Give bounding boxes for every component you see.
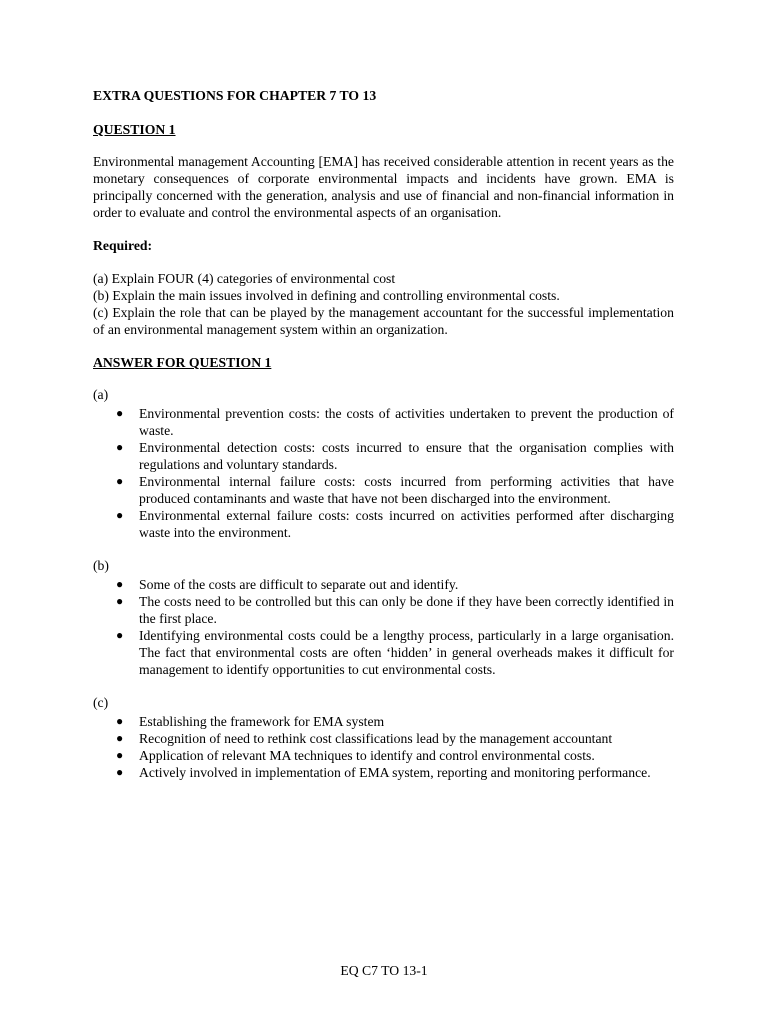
bullet-icon: ●	[116, 765, 124, 779]
answer-heading: ANSWER FOR QUESTION 1	[93, 355, 272, 370]
bullet-icon: ●	[116, 508, 124, 522]
bullet-icon: ●	[116, 714, 124, 728]
bullet-icon: ●	[116, 748, 124, 762]
list-item: ● Environmental internal failure costs: costs incurred from performing activities that have produced contaminants and waste that have not been discharged into the environment.	[116, 474, 674, 506]
list-item: ● Some of the costs are difficult to separate out and identify.	[116, 577, 459, 592]
question-list	[93, 270, 674, 338]
list-item: ● Identifying environmental costs could be a lengthy process, particularly in a large organisation. The fact that environmental costs are often ‘hidden’ in general overheads makes it difficult for management to identify opportunities to cut environmental costs.	[116, 628, 674, 677]
question-item-c: (c) Explain the role that can be played by the management accountant for the successful implementation of an environmental management system within an organization.	[93, 305, 674, 337]
list-item: ● The costs need to be controlled but this can only be done if they have been correctly identified in the first place.	[116, 594, 674, 626]
bullet-icon: ●	[116, 577, 124, 591]
bullet-icon: ●	[116, 440, 124, 454]
required-label: Required:	[93, 238, 153, 253]
bullet-icon: ●	[116, 628, 124, 642]
answer-part-label: (a)	[93, 387, 109, 402]
question-item-b: (b) Explain the main issues involved in defining and controlling environmental costs.	[93, 288, 560, 303]
list-item: ● Environmental prevention costs: the costs of activities undertaken to prevent the production of waste.	[116, 406, 674, 438]
list-item: ● Recognition of need to rethink cost classifications lead by the management accountant	[116, 731, 613, 746]
question-heading: QUESTION 1	[93, 122, 176, 137]
answer-list-a	[93, 405, 674, 541]
list-item: ● Actively involved in implementation of EMA system, reporting and monitoring performance.	[116, 765, 651, 780]
document-content	[93, 87, 674, 797]
question-item-a: (a) Explain FOUR (4) categories of environmental cost	[93, 271, 396, 286]
answer-part-label: (b)	[93, 558, 109, 573]
bullet-icon: ●	[116, 406, 124, 420]
question-intro: Environmental management Accounting [EMA] has received considerable attention in recent years as the monetary consequences of corporate environmental impacts and incidents have grown. EMA is principally concerned with the generation, analysis and use of financial and non-financial information in order to evaluate and control the environmental aspects of an organisation.	[93, 154, 674, 220]
document-title: EXTRA QUESTIONS FOR CHAPTER 7 TO 13	[93, 88, 377, 103]
list-item: ● Establishing the framework for EMA system	[116, 714, 385, 729]
list-item: ● Environmental external failure costs: costs incurred on activities performed after discharging waste into the environment.	[116, 508, 674, 540]
answer-part-label: (c)	[93, 695, 109, 710]
bullet-icon: ●	[116, 594, 124, 608]
answer-list-b	[93, 576, 674, 678]
page-footer: EQ C7 TO 13-1	[340, 963, 428, 978]
list-item: ● Environmental detection costs: costs incurred to ensure that the organisation complies with regulations and voluntary standards.	[116, 440, 674, 472]
bullet-icon: ●	[116, 731, 124, 745]
bullet-icon: ●	[116, 474, 124, 488]
answer-list-c	[93, 713, 674, 781]
list-item: ● Application of relevant MA techniques to identify and control environmental costs.	[116, 748, 595, 763]
